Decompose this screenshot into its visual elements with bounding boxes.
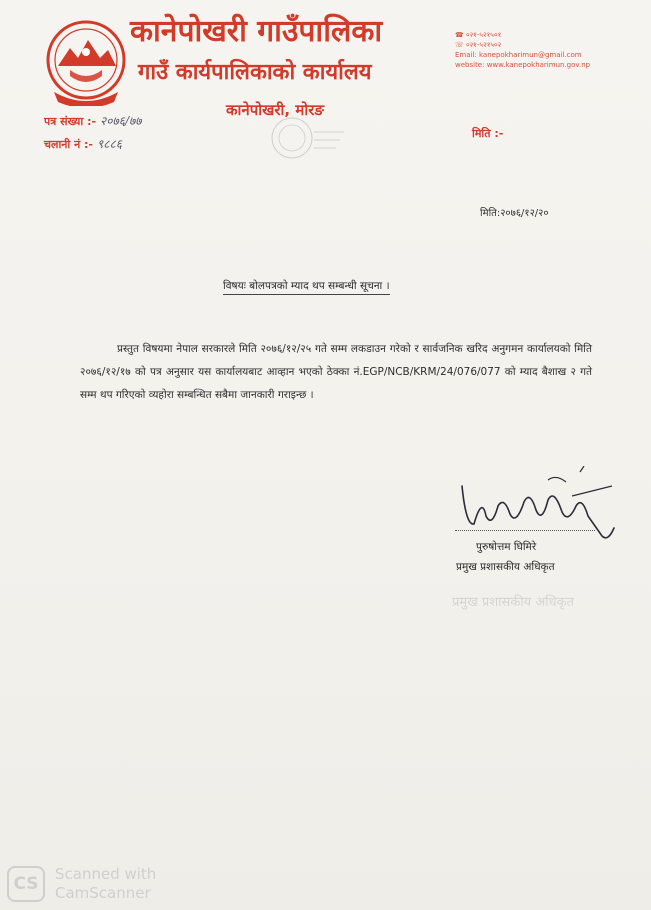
letter-subject: विषयः बोलपत्रको म्याद थप सम्बन्धी सूचना ।	[223, 279, 390, 295]
nepal-emblem-logo	[44, 18, 128, 106]
camscanner-logo: CS	[7, 866, 45, 902]
watermark-line-1: Scanned with	[55, 865, 157, 883]
office-location: कानेपोखरी, मोरङ	[226, 101, 324, 119]
miti-label: मिति :-	[472, 127, 504, 140]
camscanner-watermark	[55, 865, 156, 903]
chalani-row	[44, 135, 122, 152]
signature-line	[455, 530, 595, 531]
chalani-value: ९८८६	[96, 137, 122, 151]
municipality-title: कानेपोखरी गाउँपालिका	[130, 14, 383, 49]
patra-sankhya-label: पत्र संख्या :-	[44, 115, 97, 128]
signer-name: पुरुषोत्तम घिमिरे	[476, 541, 537, 553]
signer-title: प्रमुख प्रशासकीय अधिकृत	[456, 561, 555, 573]
website-text: website: www.kanepokharimun.gov.np	[455, 61, 591, 69]
phone-2: ☏ ०२१-५२१५०२	[455, 41, 502, 49]
patra-sankhya-row	[44, 112, 142, 129]
phone-1: ☎ ०२१-५२१५०१	[455, 31, 502, 39]
office-subtitle: गाउँ कार्यपालिकाको कार्यालय	[138, 60, 372, 85]
contact-block	[455, 30, 645, 70]
chalani-label: चलानी नं :-	[44, 138, 93, 151]
email-text: Email: kanepokharimun@gmail.com	[455, 51, 582, 59]
faint-stamp-mark	[262, 108, 348, 168]
patra-sankhya-value: २०७६/७७	[100, 114, 142, 128]
watermark-line-2: CamScanner	[55, 884, 151, 902]
letter-date: मिति:२०७६/१२/२०	[480, 208, 549, 219]
bleed-through-text: प्रमुख प्रशासकीय अधिकृत	[452, 595, 575, 610]
letter-body: प्रस्तुत विषयमा नेपाल सरकारले मिति २०७६/१२/२५ गते सम्म लकडाउन गरेको र सार्वजनिक खरिद अनुगमन कार्यालयको मिति २०७६/१२/१७ को पत्र अनुसार यस कार्यालयबाट आव्हान भएको ठेक्का नं.EGP/NCB/KRM/24/076/077 को म्याद बैशाख २ गते सम्म थप गरिएको व्यहोरा सम्बन्धित सबैमा जानकारी गराइन्छ ।	[80, 343, 592, 401]
